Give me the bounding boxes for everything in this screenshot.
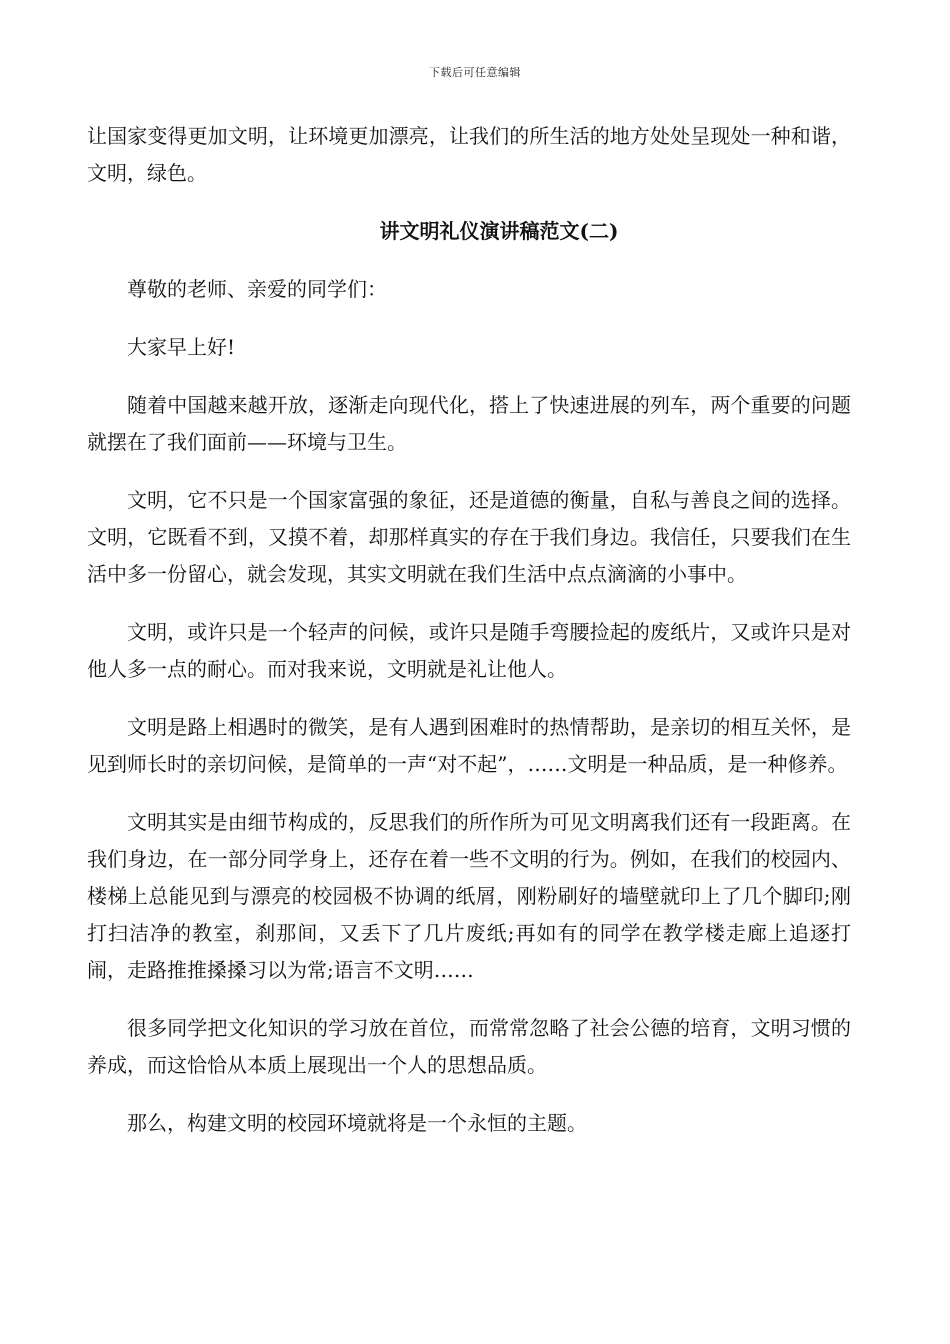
document-title: 讲文明礼仪演讲稿范文(二) xyxy=(379,219,619,243)
header-note: 下载后可任意编辑 xyxy=(429,66,521,79)
body-paragraph: 文明是路上相遇时的微笑，是有人遇到困难时的热情帮助，是亲切的相互关怀，是见到师长时的亲切问候，是简单的一声“对不起”，……文明是一种品质，是一种修养。 xyxy=(87,715,851,776)
salutation: 尊敬的老师、亲爱的同学们： xyxy=(127,277,387,301)
intro-paragraph: 让国家变得更加文明，让环境更加漂亮，让我们的所生活的地方处处呈现处一种和谐，文明，绿色。 xyxy=(87,124,851,185)
body-paragraph: 那么，构建文明的校园环境就将是一个永恒的主题。 xyxy=(127,1111,587,1135)
body-paragraph: 文明其实是由细节构成的，反思我们的所作所为可见文明离我们还有一段距离。在我们身边，在一部分同学身上，还存在着一些不文明的行为。例如，在我们的校园内、楼梯上总能见到与漂亮的校园极不协调的纸屑，刚粉刷好的墙壁就印上了几个脚印;刚打扫洁净的教室，刹那间，又丢下了几片废纸;再如有的同学在教学楼走廊上追逐打闹，走路推推搡搡习以为常;语言不文明…… xyxy=(87,810,851,982)
body-paragraph: 文明，它不只是一个国家富强的象征，还是道德的衡量，自私与善良之间的选择。文明，它既看不到，又摸不着，却那样真实的存在于我们身边。我信任，只要我们在生活中多一份留心，就会发现，其实文明就在我们生活中点点滴滴的小事中。 xyxy=(87,488,851,586)
greeting: 大家早上好! xyxy=(127,335,236,359)
body-paragraph: 文明，或许只是一个轻声的问候，或许只是随手弯腰捡起的废纸片，又或许只是对他人多一点的耐心。而对我来说，文明就是礼让他人。 xyxy=(87,620,851,681)
document-body xyxy=(87,118,851,1163)
body-paragraph: 很多同学把文化知识的学习放在首位，而常常忽略了社会公德的培育，文明习惯的养成，而这恰恰从本质上展现出一个人的思想品质。 xyxy=(87,1016,851,1077)
body-paragraph: 随着中国越来越开放，逐渐走向现代化，搭上了快速进展的列车，两个重要的问题就摆在了我们面前——环境与卫生。 xyxy=(87,393,851,454)
